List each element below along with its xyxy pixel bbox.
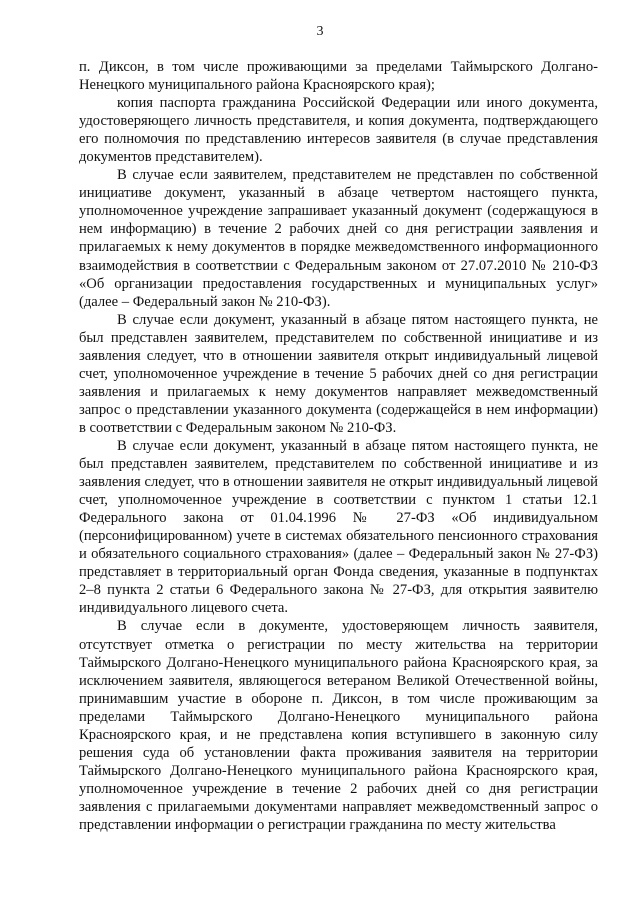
- paragraph-6: В случае если в документе, удостоверяющем личность заявителя, отсутствует отметка о регистрации по месту жительства на территории Таймырского Долгано-Ненецкого муниципального района Красноярского края, за исключением заявителя, являющегося ветераном Великой Отечественной войны, принимавшим участие в обороне п. Диксон, в том числе проживающим за пределами Таймырского Долгано-Ненецкого муниципального района Красноярского края, и не представлена копия вступившего в законную силу решения суда об установлении факта проживания заявителя на территории Таймырского Долгано-Ненецкого муниципального района Красноярского края, уполномоченное учреждение в течение 2 рабочих дней со дня регистрации заявления с прилагаемыми документами направляет межведомственный запрос о представлении информации о регистрации гражданина по месту жительства: [79, 618, 598, 833]
- page-number: 3: [316, 24, 324, 39]
- document-body: [79, 58, 598, 834]
- paragraph-2: копия паспорта гражданина Российской Федерации или иного документа, удостоверяющего личность представителя, и копия документа, подтверждающего его полномочия по представлению интересов заявителя (в случае представления документов представителем).: [79, 95, 598, 166]
- paragraph-5: В случае если документ, указанный в абзаце пятом настоящего пункта, не был представлен заявителем, представителем по собственной инициативе и из заявления следует, что в отношении заявителя не открыт индивидуальный лицевой счет, уполномоченное учреждение в соответствии с пунктом 1 статьи 12.1 Федерального закона от 01.04.1996 № 27-ФЗ «Об индивидуальном (персонифицированном) учете в системах обязательного пенсионного страхования и обязательного социального страхования» (далее – Федеральный закон № 27-ФЗ) представляет в территориальный орган Фонда сведения, указанные в подпунктах 2–8 пункта 2 статьи 6 Федерального закона № 27-ФЗ, для открытия заявителю индивидуального лицевого счета.: [79, 437, 598, 617]
- paragraph-4: В случае если документ, указанный в абзаце пятом настоящего пункта, не был представлен заявителем, представителем по собственной инициативе и из заявления следует, что в отношении заявителя открыт индивидуальный лицевой счет, уполномоченное учреждение в течение 5 рабочих дней со дня регистрации заявления и прилагаемых к нему документов направляет межведомственный запрос о представлении указанного документа (содержащейся в нем информации) в соответствии с Федеральным законом № 210-ФЗ.: [79, 311, 598, 436]
- paragraph-3: В случае если заявителем, представителем не представлен по собственной инициативе документ, указанный в абзаце четвертом настоящего пункта, уполномоченное учреждение запрашивает указанный документ (содержащуюся в нем информацию) в течение 2 рабочих дней со дня регистрации заявления и прилагаемых к нему документов в порядке межведомственного информационного взаимодействия в соответствии с Федеральным законом от 27.07.2010 № 210-ФЗ «Об организации предоставления государственных и муниципальных услуг» (далее – Федеральный закон № 210-ФЗ).: [79, 167, 598, 310]
- paragraph-1: п. Диксон, в том числе проживающими за пределами Таймырского Долгано-Ненецкого муниципального района Красноярского края);: [79, 59, 598, 94]
